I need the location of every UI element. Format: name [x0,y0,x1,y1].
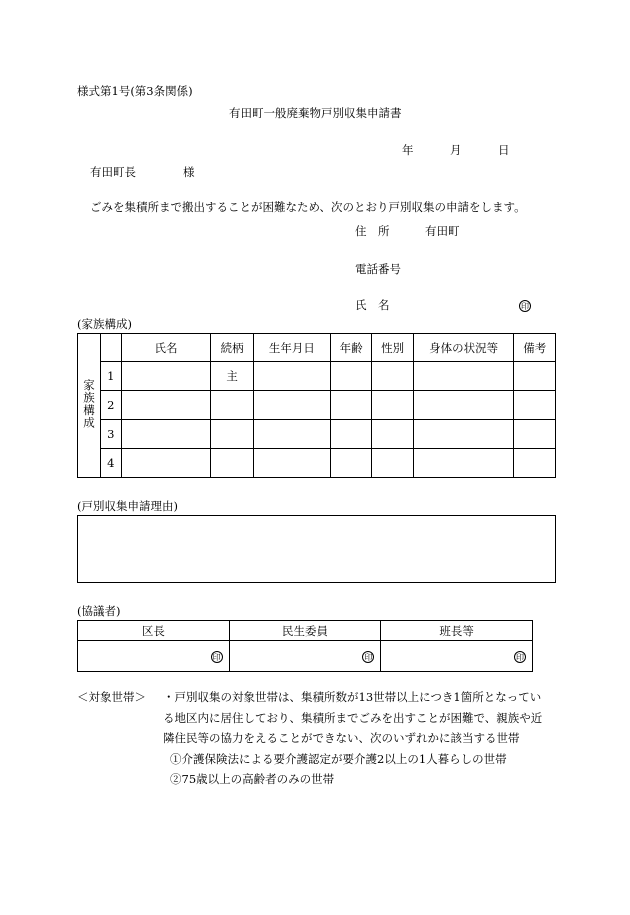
group-leader-seal-cell[interactable] [381,641,533,672]
condition-cell[interactable] [413,420,514,449]
honorific: 様 [183,165,195,179]
relation-cell[interactable] [211,420,254,449]
header-no-cell [100,334,121,362]
relation-cell[interactable]: 主 [211,362,254,391]
date-day-label: 日 [498,143,510,157]
notes-line-2: る地区内に居住しており、集積所までごみを出すことが困難で、親族や近 [163,711,543,725]
notes-item-1: ①介護保険法による要介護認定が要介護2以上の1人暮らしの世帯 [170,752,507,766]
header-name: 氏名 [121,334,211,362]
header-welfare-commissioner: 民生委員 [229,621,381,641]
notes-item-2: ②75歳以上の高齢者のみの世帯 [170,772,335,786]
table-row [78,449,556,478]
sex-cell[interactable] [372,420,414,449]
sex-cell[interactable] [372,391,414,420]
consult-section-label: (協議者) [77,604,121,618]
age-cell[interactable] [330,391,372,420]
family-table [77,333,556,478]
header-birthdate: 生年月日 [253,334,330,362]
document-title: 有田町一般廃棄物戸別収集申請書 [229,106,402,120]
date-month-label: 月 [450,143,462,157]
notes-label: ＜対象世帯＞ [77,690,146,704]
address-label: 住 所 [355,224,390,238]
row-number: 1 [100,362,121,391]
name-label: 氏 名 [355,298,390,312]
addressee: 有田町長 [90,165,136,179]
seal-icon: 印 [516,653,524,662]
condition-cell[interactable] [413,391,514,420]
birthdate-cell[interactable] [253,391,330,420]
seal-icon: 印 [521,302,529,311]
header-sex: 性別 [372,334,414,362]
table-row [78,362,556,391]
age-cell[interactable] [330,449,372,478]
address-value: 有田町 [425,224,460,238]
remarks-cell[interactable] [514,362,556,391]
row-number: 3 [100,420,121,449]
seal-icon: 印 [364,653,373,662]
phone-label: 電話番号 [355,262,401,276]
header-condition: 身体の状況等 [413,334,514,362]
remarks-cell[interactable] [514,420,556,449]
reason-section-label: (戸別収集申請理由) [77,499,178,513]
relation-cell[interactable] [211,449,254,478]
birthdate-cell[interactable] [253,362,330,391]
notes-line-3: 隣住民等の協力をえることができない、次のいずれかに該当する世帯 [163,731,520,745]
date-year-label: 年 [402,143,414,157]
remarks-cell[interactable] [514,449,556,478]
row-number: 2 [100,391,121,420]
name-cell[interactable] [121,420,211,449]
sex-cell[interactable] [372,362,414,391]
district-head-seal-cell[interactable] [78,641,230,672]
header-age: 年齢 [330,334,372,362]
applicant-seal-mark [519,298,531,312]
intro-text: ごみを集積所まで搬出することが困難なため、次のとおり戸別収集の申請をします。 [90,200,526,214]
header-district-head: 区長 [78,621,230,641]
family-section-label: (家族構成) [77,317,132,331]
name-cell[interactable] [121,391,211,420]
relation-cell[interactable] [211,391,254,420]
header-group-leader: 班長等 [381,621,533,641]
sex-cell[interactable] [372,449,414,478]
age-cell[interactable] [330,420,372,449]
notes-line-1: ・戸別収集の対象世帯は、集積所数が13世帯以上につき1箇所となってい [163,690,542,704]
birthdate-cell[interactable] [253,420,330,449]
age-cell[interactable] [330,362,372,391]
consult-table [77,620,533,672]
form-number: 様式第1号(第3条関係) [77,84,193,98]
condition-cell[interactable] [413,362,514,391]
reason-input-box[interactable] [77,515,556,583]
header-relation: 続柄 [211,334,254,362]
seal-icon: 印 [212,653,221,662]
header-remarks: 備考 [514,334,556,362]
birthdate-cell[interactable] [253,449,330,478]
remarks-cell[interactable] [514,391,556,420]
name-cell[interactable] [121,449,211,478]
welfare-commissioner-seal-cell[interactable] [229,641,381,672]
table-row [78,391,556,420]
condition-cell[interactable] [413,449,514,478]
table-row [78,420,556,449]
family-side-label: 家族構成 [81,379,96,429]
family-side-label-cell [78,334,101,478]
name-cell[interactable] [121,362,211,391]
row-number: 4 [100,449,121,478]
